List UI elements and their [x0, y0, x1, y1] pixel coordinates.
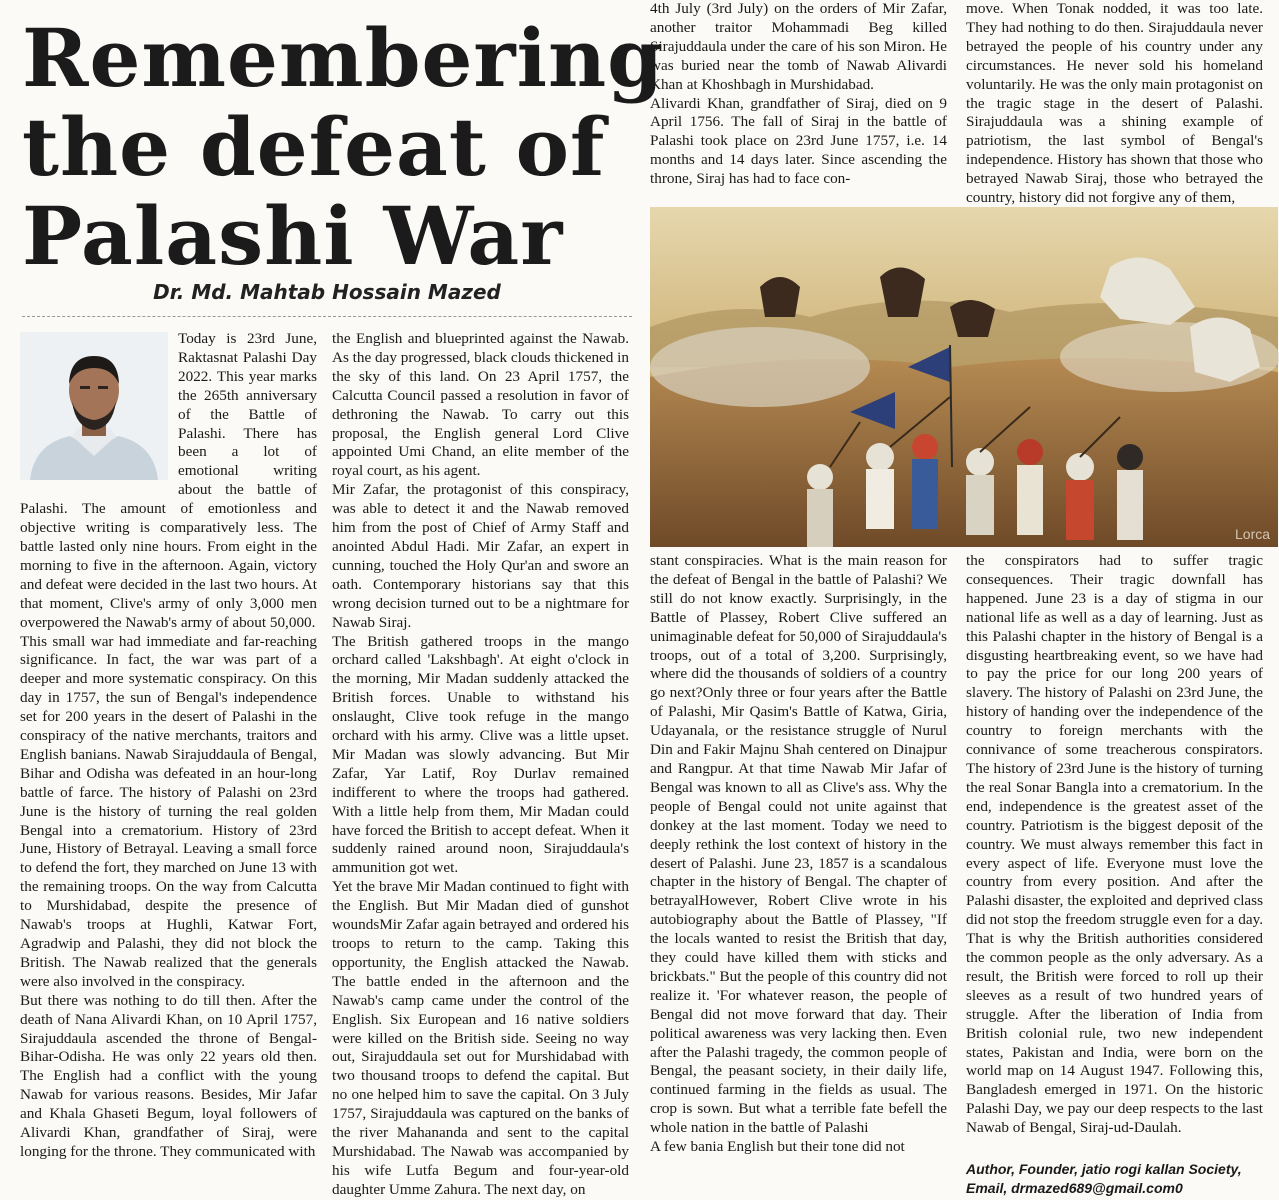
- author-portrait: [20, 332, 168, 480]
- paragraph: This small war had immediate and far-reaching significance. In fact, the war was part of a deeper and more systematic conspiracy. On this day in 1757, the sun of Bengal's independence set for 200 years in the desert of Palashi in the conspiracy of the native merchants, traitors and English banians. Nawab Sirajuddaula of Bengal, Bihar and Odisha was defeated in an hour-long battle of farce. The history of Palashi on 23rd June is the history of turning the real golden Bengal into a crematorium. History of 23rd June, History of Betrayal. Leaving a small force to defend the fort, they marched on June 13 with the remaining troops. On the way from Calcutta to Murshidabad, despite the presence of Nawab's troops at Hughli, Katwar Fort, Agradwip and Palashi, they did not block the British. The Nawab realized that the generals were also involved in the conspiracy.: [20, 632, 317, 990]
- column-1: [20, 330, 317, 1172]
- author-photo-icon: [20, 332, 168, 480]
- paragraph: Today is 23rd June, Raktasnat Palashi Day 2022. This year marks the 265th anniversary of the Battle of Palashi. There has been a lot of emotional writing about the battle of Palashi. The amount of emotionless and objective writing is comparatively less. The battle lasted only nine hours. From eight in the morning to five in the afternoon. Again, victory and defeat were decided in the last two hours. At that moment, Clive's army of only 3,000 men overpowered the Nawab's army of about 50,000.: [20, 330, 317, 631]
- divider: [22, 316, 632, 317]
- paragraph: move. When Tonak nodded, it was too late. They had nothing to do then. Sirajuddaula never betrayed the people of his country under any circumstances. He never sold his homeland voluntarily. He was the only main protagonist on the tragic stage in the desert of Palashi. Sirajuddaula was a shining example of patriotism, the last symbol of Bengal's independence. History has shown that those who betrayed Nawab Siraj, those who betrayed the country, history did not forgive any of them,: [966, 0, 1263, 207]
- paragraph: But there was nothing to do till then. After the death of Nana Alivardi Khan, on 10 April 1757, Sirajuddaula ascended the throne of Bengal-Bihar-Odisha. He was only 22 years old then. The English had a conflict with the young Nawab for various reasons. Besides, Mir Jafar and Khala Ghaseti Begum, loyal followers of Alivardi Khan, grandfather of Siraj, were longing for the throne. They communicated with: [20, 991, 317, 1160]
- headline-line-2: the defeat of: [22, 100, 606, 194]
- battle-painting: [650, 207, 1278, 547]
- column-6: [966, 552, 1263, 1197]
- column-5: [650, 552, 947, 1172]
- battle-scene-icon: [650, 207, 1278, 547]
- headline: [22, 11, 665, 283]
- paragraph: A few bania English but their tone did not: [650, 1138, 905, 1156]
- byline: Dr. Md. Mahtab Hossain Mazed: [153, 280, 501, 304]
- paragraph: Alivardi Khan, grandfather of Siraj, died on 9 April 1756. The fall of Siraj in the battle of Palashi took place on 23rd June 1757, i.e. 14 months and 14 days later. Since ascending the throne, Siraj has had to face con-: [650, 94, 947, 188]
- column-4: [966, 0, 1263, 207]
- signature-line-1: Author, Founder, jatio rogi kallan Society,: [966, 1161, 1242, 1178]
- paragraph: 4th July (3rd July) on the orders of Mir Zafar, another traitor Mohammadi Beg killed Sirajuddaula under the care of his son Miron. He was buried near the tomb of Nawab Alivardi Khan at Khoshbagh in Murshidabad.: [650, 0, 947, 93]
- paragraph: stant conspiracies. What is the main reason for the defeat of Bengal in the battle of Palashi? We still do not know exactly. Surprisingly, in the Battle of Plassey, Robert Clive suffered an unimaginable defeat for 50,000 of Sirajuddaula's troops, out of a total of 3,200. Surprisingly, where did the thousands of soldiers of a country go next?Only three or four years after the Battle of Palashi, Mir Qasim's Battle of Katwa, Giria, Udayanala, or the resistance struggle of Nurul Din and Fakir Majnu Shah centered on Dinajpur and Rangpur. At that time Nawab Mir Jafar of Bengal was known to all as Clive's ass. Why the people of Bengal could not unite against that donkey at the last moment. Today we need to deeply rethink the lost context of history in the desert of Palashi. June 23, 1857 is a scandalous chapter in the history of Bengal. The chapter of betrayalHowever, Robert Clive wrote in his autobiography about the Battle of Plassey, "If the locals wanted to resist the British that day, they could have killed them with sticks and brickbats." But the people of this country did not realize it. 'For whatever reason, the people of Bengal did not move forward that day. Their political awareness was very lacking then. Even after the Palashi tragedy, the common people of Bengal, the peasant society, in their daily life, continued farming in the fields as usual. The crop is sown. But what a terrible fate befell the whole nation in the battle of Palashi: [650, 552, 947, 1137]
- paragraph: the English and blueprinted against the Nawab. As the day progressed, black clouds thickened in the sky of this land. On 23 April 1757, the Calcutta Council passed a resolution in favor of dethroning the Nawab. To carry out this proposal, the English general Lord Clive appointed Umi Chand, an elite member of the royal court, as his agent.: [332, 330, 629, 480]
- headline-line-3: Palashi War: [22, 189, 564, 283]
- signature-line-2: Email, drmazed689@gmail.com0: [966, 1180, 1183, 1197]
- paragraph: Yet the brave Mir Madan continued to fight with the English. But Mir Madan died of gunshot woundsMir Zafar again betrayed and ordered his troops to return to the camp. Taking this opportunity, the English attacked the Nawab. The battle ended in the afternoon and the Nawab's camp came under the control of the English. Six European and 16 native soldiers were killed on the British side. Seeing no way out, Sirajuddaula set out for Murshidabad with two thousand troops to defend the capital. But no one helped him to save the capital. On 3 July 1757, Sirajuddaula was captured on the banks of the river Mahananda and sent to the capital Murshidabad. The Nawab was accompanied by his wife Lutfa Begum and four-year-old daughter Umme Zahura. The next day, on: [332, 878, 629, 1198]
- column-2: [332, 330, 629, 1198]
- column-3: [650, 0, 947, 196]
- headline-line-1: Remembering: [22, 11, 665, 105]
- paragraph: the conspirators had to suffer tragic consequences. Their tragic downfall has happened. June 23 is a day of stigma in our national life as well as a day of learning. Just as this Palashi chapter in the history of Bengal is a disgusting heartbreaking event, so we have had to pay the price for our long 200 years of slavery. The history of Palashi on 23rd June, the history of handing over the independence of the country to foreign merchants with the connivance of some treacherous conspirators. The history of 23rd June is the history of turning the real Sonar Bangla into a crematorium. In the end, independence is the greatest asset of the country. Patriotism is the biggest deposit of the country. We must always remember this fact in every aspect of life. Everyone must love the country from every position. And after the Palashi disaster, the exploited and deprived class did not stop the freedom struggle even for a day. That is why the British authorities considered the common people as the only adversary. As a result, the British were forced to roll up their sleeves as a result of two hundred years of struggle. After the liberation of India from British colonial rule, two new independent states, Pakistan and India, were born on the world map on 14 August 1947. Following this, Bangladesh emerged in 1971. On the historic Palashi Day, we pay our deep respects to the last Nawab of Bengal, Siraj-ud-Daulah.: [966, 552, 1263, 1137]
- paragraph: Mir Zafar, the protagonist of this conspiracy, was able to detect it and the Nawab removed him from the post of Chief of Army Staff and anointed Abdul Hadi. Mir Zafar, an expert in cunning, touched the Holy Qur'an and swore an oath. Contemporary historians say that this wrong decision turned out to be a nightmare for Nawab Siraj.: [332, 481, 629, 631]
- svg-text:Lorca: Lorca: [1235, 526, 1271, 542]
- author-signature: [966, 1160, 1263, 1198]
- paragraph: The British gathered troops in the mango orchard called 'Lakshbagh'. At eight o'clock in the morning, Mir Madan suddenly attacked the British forces. Unable to withstand his onslaught, Clive took refuge in the mango orchard with his army. Clive was a little upset. Mir Madan was slowly advancing. But Mir Zafar, Yar Latif, Roy Durlav remained indifferent to where the troops had gathered. With a little help from them, Mir Madan could have forced the British to accept defeat. When it suddenly rained around noon, Sirajuddaula's ammunition got wet.: [332, 632, 629, 877]
